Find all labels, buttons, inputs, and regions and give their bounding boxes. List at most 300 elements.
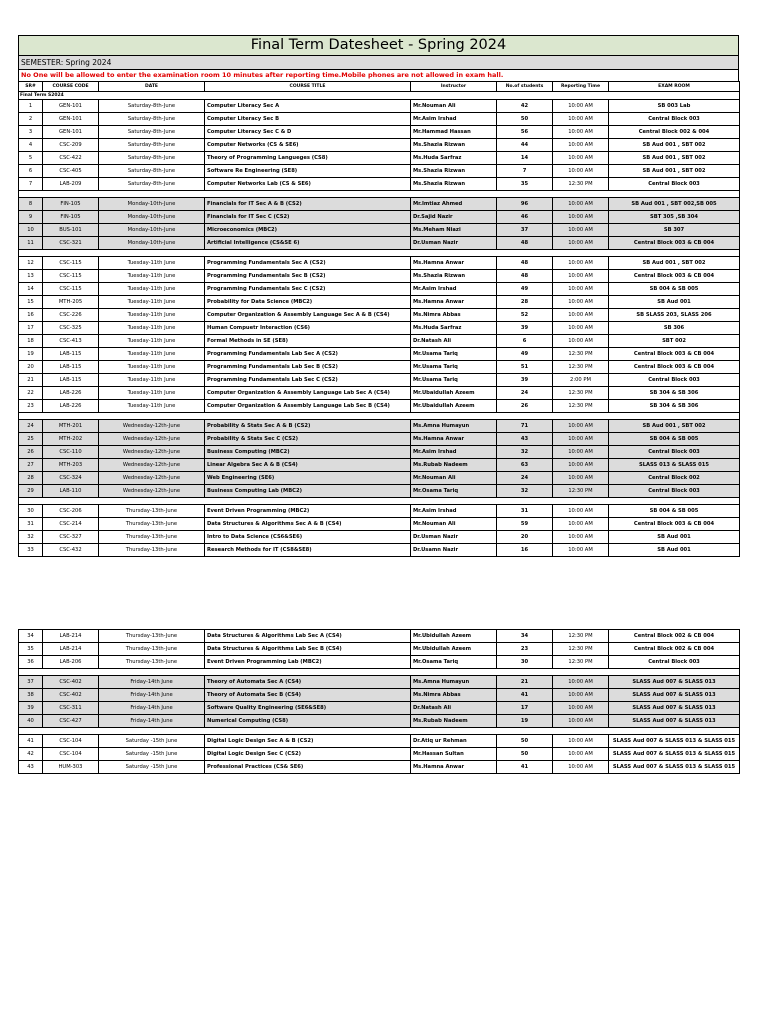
course-code-cell: BUS-101: [43, 224, 99, 237]
table-row: [19, 165, 740, 178]
instructor-cell: Dr.Natash Ali: [411, 335, 497, 348]
table-row: [19, 689, 740, 702]
exam-room-cell: SB Aud 001 , SBT 002: [609, 139, 740, 152]
sr-cell: 12: [19, 257, 43, 270]
sr-cell: 19: [19, 348, 43, 361]
sr-cell: 21: [19, 374, 43, 387]
course-code-cell: MTH-201: [43, 420, 99, 433]
table-row: [19, 630, 740, 643]
exam-room-cell: SB 004 & SB 005: [609, 283, 740, 296]
exam-room-cell: SB SLASS 203, SLASS 206: [609, 309, 740, 322]
exam-room-cell: SB Aud 001: [609, 544, 740, 557]
course-title-cell: Linear Algebra Sec A & B (CS4): [205, 459, 411, 472]
sr-cell: 25: [19, 433, 43, 446]
course-code-cell: CSC-325: [43, 322, 99, 335]
date-cell: Saturday-8th-June: [99, 139, 205, 152]
table-row: [19, 505, 740, 518]
table-row: [19, 643, 740, 656]
table-row: [19, 126, 740, 139]
reporting-time-cell: 10:00 AM: [553, 309, 609, 322]
group-separator: [19, 669, 740, 676]
header-cell: COURSE CODE: [43, 82, 99, 92]
reporting-time-cell: 10:00 AM: [553, 270, 609, 283]
date-cell: Friday-14th June: [99, 689, 205, 702]
date-cell: Wednesday-12th-June: [99, 420, 205, 433]
table-row: [19, 348, 740, 361]
course-title-cell: Programming Fundamentals Lab Sec A (CS2): [205, 348, 411, 361]
table-row: [19, 472, 740, 485]
course-title-cell: Computer Networks Lab (CS & SE6): [205, 178, 411, 191]
sr-cell: 23: [19, 400, 43, 413]
exam-room-cell: SLASS Aud 007 & SLASS 013: [609, 715, 740, 728]
course-title-cell: Microeconomics (MBC2): [205, 224, 411, 237]
students-cell: 21: [497, 676, 553, 689]
course-code-cell: GEN-101: [43, 126, 99, 139]
table-row: [19, 100, 740, 113]
course-code-cell: CSC-413: [43, 335, 99, 348]
course-title-cell: Digital Logic Design Sec C (CS2): [205, 748, 411, 761]
course-code-cell: CSC-402: [43, 689, 99, 702]
course-title-cell: Computer Literacy Sec B: [205, 113, 411, 126]
students-cell: 37: [497, 224, 553, 237]
sr-cell: 26: [19, 446, 43, 459]
sr-cell: 9: [19, 211, 43, 224]
course-code-cell: CSC-311: [43, 702, 99, 715]
students-cell: 26: [497, 400, 553, 413]
exam-room-cell: Central Block 003 & CB 004: [609, 237, 740, 250]
course-title-cell: Professional Practices (CS& SE6): [205, 761, 411, 774]
students-cell: 63: [497, 459, 553, 472]
date-cell: Tuesday-11th June: [99, 335, 205, 348]
header-cell: Instructor: [411, 82, 497, 92]
students-cell: 59: [497, 518, 553, 531]
course-code-cell: LAB-115: [43, 348, 99, 361]
date-cell: Tuesday-11th June: [99, 270, 205, 283]
course-title-cell: Research Methods for IT (CS8&SE8): [205, 544, 411, 557]
course-title-cell: Human Compuetr Interaction (CS6): [205, 322, 411, 335]
course-title-cell: Artificial Intelligence (CS&SE 6): [205, 237, 411, 250]
reporting-time-cell: 12:30 PM: [553, 400, 609, 413]
instructor-cell: Mr.Nouman Ali: [411, 472, 497, 485]
students-cell: 48: [497, 270, 553, 283]
instructor-cell: Dr.Usamn Nazir: [411, 544, 497, 557]
instructor-cell: Mr.Ubaidullah Azeem: [411, 387, 497, 400]
sr-cell: 3: [19, 126, 43, 139]
course-title-cell: Computer Organization & Assembly Language Lab Sec B (CS4): [205, 400, 411, 413]
date-cell: Thursday-13th-June: [99, 505, 205, 518]
instructor-cell: Mr.Usama Tariq: [411, 374, 497, 387]
table-row: [19, 309, 740, 322]
instructor-cell: Mr.Asim Irshad: [411, 113, 497, 126]
sr-cell: 7: [19, 178, 43, 191]
instructor-cell: Ms.Shazia Rizwan: [411, 139, 497, 152]
date-cell: Tuesday-11th June: [99, 283, 205, 296]
term-label: Final Term S2024: [19, 92, 740, 100]
reporting-time-cell: 10:00 AM: [553, 459, 609, 472]
instructor-cell: Ms.Amna Humayun: [411, 676, 497, 689]
course-title-cell: Formal Methods in SE (SE8): [205, 335, 411, 348]
course-title-cell: Computer Literacy Sec A: [205, 100, 411, 113]
table-row: [19, 335, 740, 348]
sr-cell: 18: [19, 335, 43, 348]
course-code-cell: CSC-405: [43, 165, 99, 178]
course-code-cell: CSC-324: [43, 472, 99, 485]
date-cell: Tuesday-11th June: [99, 387, 205, 400]
exam-room-cell: SB Aud 001 , SBT 002: [609, 420, 740, 433]
date-cell: Thursday-13th-June: [99, 544, 205, 557]
table-row: [19, 748, 740, 761]
students-cell: 24: [497, 387, 553, 400]
date-cell: Wednesday-12th-June: [99, 459, 205, 472]
table-row: [19, 270, 740, 283]
exam-room-cell: SBT 002: [609, 335, 740, 348]
table-row: [19, 257, 740, 270]
course-code-cell: CSC-110: [43, 446, 99, 459]
students-cell: 46: [497, 211, 553, 224]
reporting-time-cell: 10:00 AM: [553, 126, 609, 139]
header-cell: COURSE TITLE: [205, 82, 411, 92]
reporting-time-cell: 10:00 AM: [553, 446, 609, 459]
instructor-cell: Dr.Usman Nazir: [411, 531, 497, 544]
exam-notice: No One will be allowed to enter the examination room 10 minutes after reporting time.Mobile phones are not allowed in exam hall.: [18, 69, 739, 81]
instructor-cell: Ms.Huda Sarfraz: [411, 322, 497, 335]
date-cell: Saturday-8th-June: [99, 126, 205, 139]
exam-room-cell: SLASS Aud 007 & SLASS 013 & SLASS 015: [609, 735, 740, 748]
date-cell: Saturday -15th June: [99, 748, 205, 761]
course-code-cell: CSC-432: [43, 544, 99, 557]
exam-room-cell: Central Block 003 & CB 004: [609, 518, 740, 531]
date-cell: Friday-14th June: [99, 676, 205, 689]
reporting-time-cell: 10:00 AM: [553, 531, 609, 544]
group-separator: [19, 191, 740, 198]
instructor-cell: Ms.Shazia Rizwan: [411, 270, 497, 283]
separator-cell: [19, 191, 740, 198]
table-row: [19, 676, 740, 689]
sr-cell: 16: [19, 309, 43, 322]
date-cell: Tuesday-11th June: [99, 348, 205, 361]
instructor-cell: Mr.Ubidullah Azeem: [411, 630, 497, 643]
instructor-cell: Ms.Hamna Anwar: [411, 296, 497, 309]
course-code-cell: CSC-206: [43, 505, 99, 518]
instructor-cell: Mr.Hassan Sultan: [411, 748, 497, 761]
reporting-time-cell: 10:00 AM: [553, 224, 609, 237]
table-row: [19, 459, 740, 472]
table-row: [19, 113, 740, 126]
table-row: [19, 735, 740, 748]
datesheet-table-continued: [18, 629, 740, 774]
instructor-cell: Mr.Asim Irshad: [411, 505, 497, 518]
course-code-cell: CSC-321: [43, 237, 99, 250]
table-row: [19, 433, 740, 446]
course-code-cell: MTH-205: [43, 296, 99, 309]
students-cell: 35: [497, 178, 553, 191]
sr-cell: 5: [19, 152, 43, 165]
table-row: [19, 283, 740, 296]
reporting-time-cell: 10:00 AM: [553, 198, 609, 211]
exam-room-cell: SB Aud 001: [609, 296, 740, 309]
reporting-time-cell: 10:00 AM: [553, 211, 609, 224]
date-cell: Tuesday-11th June: [99, 257, 205, 270]
sr-cell: 8: [19, 198, 43, 211]
exam-room-cell: SLASS Aud 007 & SLASS 013: [609, 689, 740, 702]
exam-room-cell: SLASS Aud 007 & SLASS 013: [609, 676, 740, 689]
sr-cell: 42: [19, 748, 43, 761]
group-separator: [19, 498, 740, 505]
sr-cell: 20: [19, 361, 43, 374]
date-cell: Tuesday-11th June: [99, 361, 205, 374]
students-cell: 16: [497, 544, 553, 557]
course-title-cell: Computer Organization & Assembly Language Sec A & B (CS4): [205, 309, 411, 322]
course-title-cell: Financials for IT Sec A & B (CS2): [205, 198, 411, 211]
students-cell: 48: [497, 237, 553, 250]
datesheet-page-1: [18, 35, 739, 557]
reporting-time-cell: 10:00 AM: [553, 296, 609, 309]
table-row: [19, 702, 740, 715]
table-body-page-1: [19, 100, 740, 557]
reporting-time-cell: 10:00 AM: [553, 689, 609, 702]
reporting-time-cell: 10:00 AM: [553, 152, 609, 165]
course-code-cell: CSC-104: [43, 735, 99, 748]
instructor-cell: Dr.Usman Nazir: [411, 237, 497, 250]
students-cell: 17: [497, 702, 553, 715]
table-row: [19, 485, 740, 498]
course-code-cell: LAB-214: [43, 630, 99, 643]
header-cell: EXAM ROOM: [609, 82, 740, 92]
course-code-cell: LAB-226: [43, 400, 99, 413]
reporting-time-cell: 10:00 AM: [553, 335, 609, 348]
students-cell: 49: [497, 283, 553, 296]
sr-cell: 27: [19, 459, 43, 472]
reporting-time-cell: 10:00 AM: [553, 165, 609, 178]
course-title-cell: Numerical Computing (CS8): [205, 715, 411, 728]
table-row: [19, 152, 740, 165]
exam-room-cell: Central Block 003 & CB 004: [609, 361, 740, 374]
date-cell: Wednesday-12th-June: [99, 472, 205, 485]
course-title-cell: Digital Logic Design Sec A & B (CS2): [205, 735, 411, 748]
course-code-cell: LAB-115: [43, 374, 99, 387]
reporting-time-cell: 10:00 AM: [553, 505, 609, 518]
instructor-cell: Ms.Meham Niazi: [411, 224, 497, 237]
table-row: [19, 322, 740, 335]
students-cell: 42: [497, 100, 553, 113]
table-row: [19, 387, 740, 400]
instructor-cell: Mr.Asim Irshad: [411, 283, 497, 296]
course-title-cell: Intro to Data Science (CS6&SE6): [205, 531, 411, 544]
instructor-cell: Dr.Natash Ali: [411, 702, 497, 715]
exam-room-cell: Central Block 003: [609, 656, 740, 669]
course-code-cell: MTH-202: [43, 433, 99, 446]
sr-cell: 38: [19, 689, 43, 702]
students-cell: 32: [497, 485, 553, 498]
students-cell: 19: [497, 715, 553, 728]
course-title-cell: Business Computing Lab (MBC2): [205, 485, 411, 498]
course-title-cell: Software Re Engineering (SE8): [205, 165, 411, 178]
sr-cell: 6: [19, 165, 43, 178]
table-row: [19, 656, 740, 669]
table-row: [19, 296, 740, 309]
semester-label: SEMESTER: Spring 2024: [18, 55, 739, 69]
students-cell: 34: [497, 630, 553, 643]
instructor-cell: Mr.Usama Tariq: [411, 361, 497, 374]
course-code-cell: FIN-105: [43, 198, 99, 211]
sr-cell: 41: [19, 735, 43, 748]
date-cell: Monday-10th-June: [99, 237, 205, 250]
date-cell: Saturday-8th-June: [99, 152, 205, 165]
instructor-cell: Dr.Atiq ur Rehman: [411, 735, 497, 748]
datesheet-table: [18, 81, 740, 557]
reporting-time-cell: 12:30 PM: [553, 630, 609, 643]
exam-room-cell: Central Block 003 & CB 004: [609, 270, 740, 283]
instructor-cell: Ms.Hamna Anwar: [411, 761, 497, 774]
course-code-cell: CSC-115: [43, 270, 99, 283]
course-title-cell: Computer Literacy Sec C & D: [205, 126, 411, 139]
table-row: [19, 400, 740, 413]
header-cell: SR#: [19, 82, 43, 92]
reporting-time-cell: 10:00 AM: [553, 420, 609, 433]
sr-cell: 37: [19, 676, 43, 689]
course-code-cell: CSC-226: [43, 309, 99, 322]
instructor-cell: Ms.Hamna Anwar: [411, 257, 497, 270]
course-code-cell: LAB-206: [43, 656, 99, 669]
students-cell: 51: [497, 361, 553, 374]
table-row: [19, 374, 740, 387]
exam-room-cell: Central Block 003: [609, 113, 740, 126]
date-cell: Tuesday-11th June: [99, 400, 205, 413]
students-cell: 50: [497, 113, 553, 126]
reporting-time-cell: 12:30 PM: [553, 361, 609, 374]
separator-cell: [19, 413, 740, 420]
instructor-cell: Ms.Nimra Abbas: [411, 309, 497, 322]
students-cell: 48: [497, 257, 553, 270]
instructor-cell: Ms.Hamna Anwar: [411, 433, 497, 446]
header-row: [19, 82, 740, 92]
sr-cell: 28: [19, 472, 43, 485]
date-cell: Friday-14th June: [99, 715, 205, 728]
course-title-cell: Computer Networks (CS & SE6): [205, 139, 411, 152]
course-code-cell: CSC-214: [43, 518, 99, 531]
reporting-time-cell: 10:00 AM: [553, 748, 609, 761]
sr-cell: 36: [19, 656, 43, 669]
students-cell: 30: [497, 656, 553, 669]
course-title-cell: Business Computing (MBC2): [205, 446, 411, 459]
reporting-time-cell: 12:30 PM: [553, 643, 609, 656]
course-code-cell: CSC-402: [43, 676, 99, 689]
exam-room-cell: SLASS 013 & SLASS 015: [609, 459, 740, 472]
reporting-time-cell: 10:00 AM: [553, 472, 609, 485]
date-cell: Monday-10th-June: [99, 211, 205, 224]
table-row: [19, 715, 740, 728]
date-cell: Monday-10th-June: [99, 224, 205, 237]
header-cell: DATE: [99, 82, 205, 92]
reporting-time-cell: 10:00 AM: [553, 544, 609, 557]
exam-room-cell: Central Block 003: [609, 446, 740, 459]
sr-cell: 13: [19, 270, 43, 283]
students-cell: 44: [497, 139, 553, 152]
course-title-cell: Data Structures & Algorithms Lab Sec B (CS4): [205, 643, 411, 656]
instructor-cell: Mr.Ubidullah Azeem: [411, 643, 497, 656]
date-cell: Wednesday-12th-June: [99, 433, 205, 446]
table-row: [19, 198, 740, 211]
course-title-cell: Programming Fundamentals Sec A (CS2): [205, 257, 411, 270]
separator-cell: [19, 498, 740, 505]
course-title-cell: Theory of Automata Sec B (CS4): [205, 689, 411, 702]
header-cell: Reporting Time: [553, 82, 609, 92]
reporting-time-cell: 10:00 AM: [553, 761, 609, 774]
table-body-page-2: [19, 630, 740, 774]
course-title-cell: Programming Fundamentals Lab Sec B (CS2): [205, 361, 411, 374]
reporting-time-cell: 10:00 AM: [553, 257, 609, 270]
students-cell: 23: [497, 643, 553, 656]
students-cell: 41: [497, 689, 553, 702]
course-title-cell: Theory of Automata Sec A (CS4): [205, 676, 411, 689]
reporting-time-cell: 12:30 PM: [553, 387, 609, 400]
date-cell: Saturday-8th-June: [99, 178, 205, 191]
date-cell: Thursday-13th-June: [99, 518, 205, 531]
students-cell: 52: [497, 309, 553, 322]
exam-room-cell: SB Aud 001 , SBT 002: [609, 152, 740, 165]
sr-cell: 33: [19, 544, 43, 557]
exam-room-cell: Central Block 003 & CB 004: [609, 348, 740, 361]
reporting-time-cell: 10:00 AM: [553, 283, 609, 296]
course-title-cell: Programming Fundamentals Lab Sec C (CS2): [205, 374, 411, 387]
date-cell: Saturday -15th June: [99, 761, 205, 774]
reporting-time-cell: 12:30 PM: [553, 656, 609, 669]
sr-cell: 22: [19, 387, 43, 400]
instructor-cell: Mr.Nouman Ali: [411, 100, 497, 113]
reporting-time-cell: 12:30 PM: [553, 485, 609, 498]
course-code-cell: LAB-209: [43, 178, 99, 191]
course-code-cell: GEN-101: [43, 100, 99, 113]
date-cell: Thursday-13th-June: [99, 656, 205, 669]
exam-room-cell: SB Aud 001: [609, 531, 740, 544]
students-cell: 96: [497, 198, 553, 211]
instructor-cell: Mr.Imtiaz Ahmed: [411, 198, 497, 211]
exam-room-cell: SB 304 & SB 306: [609, 400, 740, 413]
course-title-cell: Software Quality Engineering (SE6&SE8): [205, 702, 411, 715]
table-row: [19, 518, 740, 531]
instructor-cell: Ms.Rubab Nadeem: [411, 715, 497, 728]
course-title-cell: Theory of Programming Langueges (CS8): [205, 152, 411, 165]
students-cell: 49: [497, 348, 553, 361]
instructor-cell: Dr.Sajid Nazir: [411, 211, 497, 224]
sr-cell: 40: [19, 715, 43, 728]
table-row: [19, 237, 740, 250]
course-code-cell: GEN-101: [43, 113, 99, 126]
reporting-time-cell: 10:00 AM: [553, 237, 609, 250]
instructor-cell: Ms.Shazia Rizwan: [411, 178, 497, 191]
table-row: [19, 178, 740, 191]
sr-cell: 24: [19, 420, 43, 433]
course-code-cell: CSC-115: [43, 257, 99, 270]
sr-cell: 2: [19, 113, 43, 126]
students-cell: 7: [497, 165, 553, 178]
sr-cell: 39: [19, 702, 43, 715]
date-cell: Saturday-8th-June: [99, 100, 205, 113]
course-title-cell: Data Structures & Algorithms Sec A & B (CS4): [205, 518, 411, 531]
students-cell: 39: [497, 322, 553, 335]
course-code-cell: CSC-115: [43, 283, 99, 296]
reporting-time-cell: 12:30 PM: [553, 348, 609, 361]
students-cell: 24: [497, 472, 553, 485]
course-code-cell: LAB-214: [43, 643, 99, 656]
exam-room-cell: Central Block 003: [609, 485, 740, 498]
sr-cell: 14: [19, 283, 43, 296]
students-cell: 6: [497, 335, 553, 348]
table-row: [19, 761, 740, 774]
exam-room-cell: SB Aud 001 , SBT 002: [609, 257, 740, 270]
date-cell: Monday-10th-June: [99, 198, 205, 211]
students-cell: 50: [497, 735, 553, 748]
